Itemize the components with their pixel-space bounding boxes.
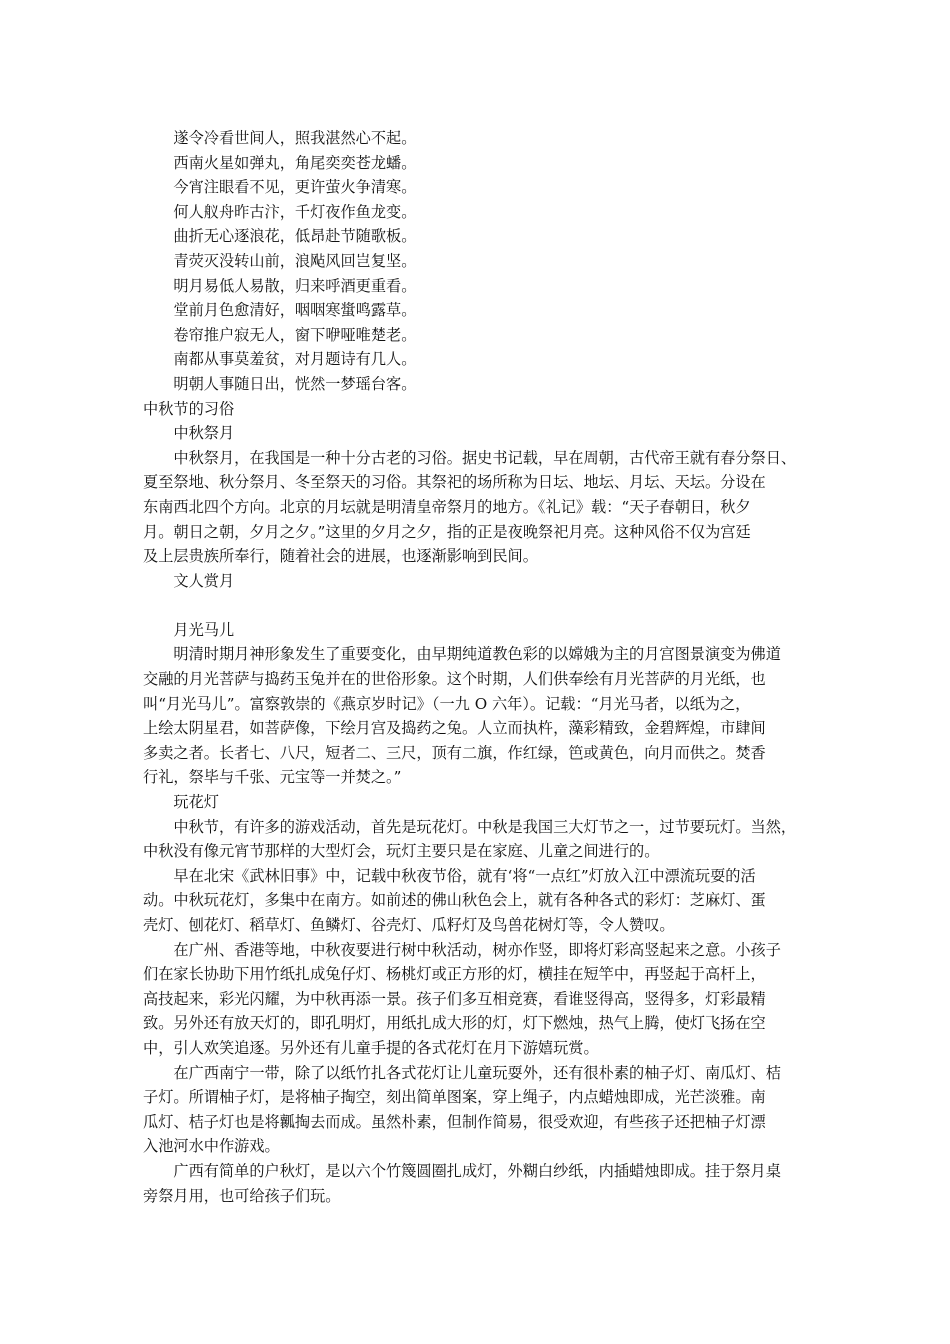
poem-line: 堂前月色愈清好，咽咽寒螀鸣露草。 [173,301,417,320]
paragraph-lanterns-4 [143,1061,803,1159]
paragraph-moon-worship [143,446,803,569]
text-line: 中，引人欢笑追逐。另外还有儿童手提的各式花灯在月下游嬉玩赏。 [143,1038,599,1057]
paragraph-lanterns-1 [143,815,803,864]
text-line: 月。朝日之朝，夕月之夕。”这里的夕月之夕，指的正是夜晚祭祀月亮。这种风俗不仅为宫廷 [143,522,751,541]
text-line: 行礼，祭毕与千张、元宝等一并焚之。” [143,768,402,787]
text-line: 上绘太阴星君，如菩萨像，下绘月宫及捣药之兔。人立而执杵，藻彩精致，金碧辉煌，市肆间 [143,719,766,738]
text-line: 叫“月光马儿”。富察敦崇的《燕京岁时记》（一九 O 六年）。记载：“月光马者，以纸为之， [143,694,751,713]
text-line: 在广西南宁一带，除了以纸竹扎各式花灯让儿童玩耍外，还有很朴素的柚子灯、南瓜灯、桔 [173,1063,781,1082]
poem-line: 遂令冷看世间人，照我湛然心不起。 [173,129,417,147]
poem-line: 何人舣舟昨古汴，千灯夜作鱼龙变。 [173,202,417,221]
text-line: 明清时期月神形象发生了重要变化，由早期纯道教色彩的以嫦娥为主的月宫图景演变为佛道 [173,645,781,664]
text-line: 早在北宋《武林旧事》中，记载中秋夜节俗，就有‘将“一点红”灯放入江中漂流玩耍的活 [173,866,756,885]
text-line: 中秋没有像元宵节那样的大型灯会，玩灯主要只是在家庭、儿童之间进行的。 [143,842,660,861]
subsection-title-moon-horse: 月光马儿 [173,620,235,639]
paragraph-lanterns-5 [143,1159,803,1208]
poem-line: 曲折无心逐浪花，低昂赴节随歌板。 [173,227,417,246]
text-line: 们在家长协助下用竹纸扎成兔仔灯、杨桃灯或正方形的灯，横挂在短竿中，再竖起于高杆上， [143,965,766,984]
paragraph-lanterns-2 [143,864,803,938]
text-line: 高技起来，彩光闪耀，为中秋再添一景。孩子们多互相竞赛，看谁竖得高，竖得多，灯彩最精 [143,989,766,1008]
text-line: 瓜灯、桔子灯也是将瓤掏去而成。虽然朴素，但制作简易，很受欢迎，有些孩子还把柚子灯漂 [143,1112,766,1131]
poem-line: 明朝人事随日出，恍然一梦瑶台客。 [173,374,417,393]
poem-line: 青荧灭没转山前，浪飐风回岂复坚。 [173,251,417,270]
text-line: 交融的月光菩萨与捣药玉兔并在的世俗形象。这个时期，人们供奉绘有月光菩萨的月光纸，也 [143,670,766,689]
paragraph-moon-horse [143,642,803,790]
text-line: 旁祭月用，也可给孩子们玩。 [143,1186,341,1205]
poem-line: 西南火星如弹丸，角尾奕奕苍龙蟠。 [173,153,417,172]
text-line: 及上层贵族所奉行，随着社会的进展，也逐渐影响到民间。 [143,547,538,566]
text-line: 入池河水中作游戏。 [143,1137,280,1156]
text-line: 在广州、香港等地，中秋夜要进行树中秋活动，树亦作竖，即将灯彩高竖起来之意。小孩子 [173,940,781,959]
text-line: 子灯。所谓柚子灯，是将柚子掏空，刻出简单图案，穿上绳子，内点蜡烛即成，光芒淡雅。南 [143,1088,766,1107]
subsection-title-lanterns: 玩花灯 [173,793,219,812]
text-line: 壳灯、刨花灯、稻草灯、鱼鳞灯、谷壳灯、瓜籽灯及鸟兽花树灯等，令人赞叹。 [143,916,675,934]
text-line: 东南西北四个方向。北京的月坛就是明清皇帝祭月的地方。《礼记》载：“天子春朝日，秋夕 [143,497,751,516]
subsection-title-moon-worship: 中秋祭月 [173,424,235,443]
document-body [143,126,803,1208]
paragraph-lanterns-3 [143,938,803,1061]
text-line: 中秋祭月，在我国是一种十分古老的习俗。据史书记载，早在周朝，古代帝王就有春分祭日、 [173,448,797,467]
text-line: 中秋节，有许多的游戏活动，首先是玩花灯。中秋是我国三大灯节之一，过节要玩灯。当然， [173,817,797,836]
text-line: 致。另外还有放天灯的，即孔明灯，用纸扎成大形的灯，灯下燃烛，热气上腾，使灯飞扬在空 [143,1014,766,1033]
text-line: 夏至祭地、秋分祭月、冬至祭天的习俗。其祭祀的场所称为日坛、地坛、月坛、天坛。分设在 [143,473,766,492]
text-line: 多卖之者。长者七、八尺，短者二、三尺，顶有二旗，作红绿，笆或黄色，向月而供之。焚香 [143,743,766,762]
text-line: 广西有简单的户秋灯，是以六个竹篾圆圈扎成灯，外糊白纱纸，内插蜡烛即成。挂于祭月桌 [173,1161,781,1180]
poem-line: 南都从事莫羞贫，对月题诗有几人。 [173,350,417,369]
poem-line: 今宵注眼看不见，更许萤火争清寒。 [173,178,417,197]
blank-line [143,593,803,618]
poem-line: 卷帘推户寂无人，窗下咿哑唯楚老。 [173,325,417,344]
section-title: 中秋节的习俗 [143,399,235,418]
poem-block [143,126,803,397]
text-line: 动。中秋玩花灯，多集中在南方。如前述的佛山秋色会上，就有各种各式的彩灯：芝麻灯、蛋 [143,891,766,910]
subsection-title-literati: 文人赏月 [173,571,235,590]
poem-line: 明月易低人易散，归来呼酒更重看。 [173,276,417,295]
